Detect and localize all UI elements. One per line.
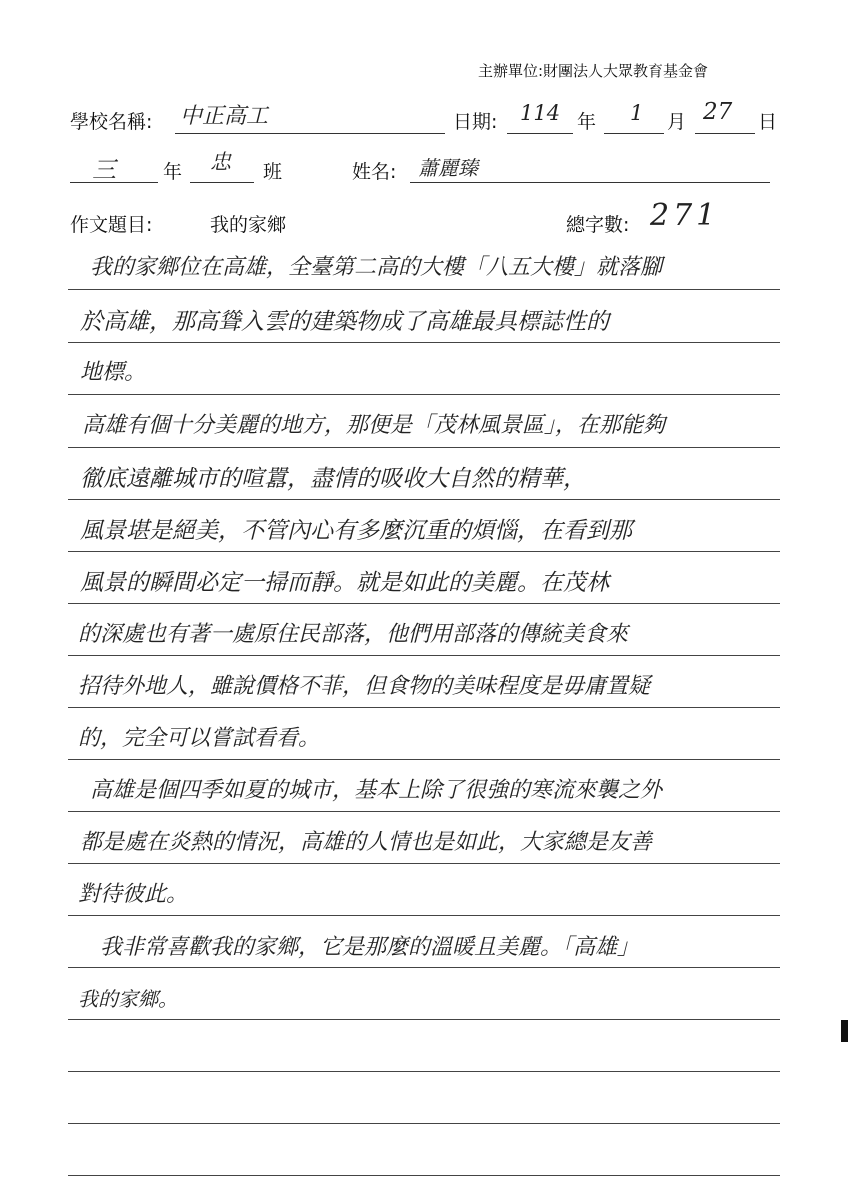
essay-line-10: 的，完全可以嘗試看看。 (78, 726, 321, 751)
essay-line-4: 高雄有個十分美麗的地方，那便是「茂林風景區」，在那能夠 (82, 413, 666, 438)
essay-rule-18 (68, 1175, 780, 1176)
class-unit: 班 (263, 161, 283, 183)
essay-line-6: 風景堪是絕美，不管內心有多麼沉重的煩惱，在看到那 (80, 518, 632, 544)
wordcount-label: 總字數: (566, 214, 630, 236)
essay-rule-7 (68, 603, 780, 604)
topic-value: 我的家鄉 (210, 214, 287, 236)
grade-underline (70, 182, 158, 183)
essay-line-3: 地標。 (80, 360, 147, 385)
day-value: 27 (703, 99, 733, 125)
school-underline (175, 133, 445, 134)
essay-rule-11 (68, 811, 780, 812)
date-label: 日期: (453, 111, 498, 133)
essay-rule-8 (68, 655, 780, 656)
day-underline (695, 133, 755, 134)
essay-line-14: 我非常喜歡我的家鄉，它是那麼的溫暖且美麗。「高雄」 (100, 935, 640, 960)
year-value: 114 (520, 101, 561, 125)
essay-rule-1 (68, 289, 780, 290)
essay-rule-16 (68, 1071, 780, 1072)
essay-line-1: 我的家鄉位在高雄，全臺第二高的大樓「八五大樓」就落腳 (90, 255, 663, 280)
essay-rule-2 (68, 342, 780, 343)
essay-line-7: 風景的瞬間必定一掃而靜。就是如此的美麗。在茂林 (80, 570, 609, 596)
essay-rule-3 (68, 394, 780, 395)
essay-rule-6 (68, 551, 780, 552)
essay-line-5: 徹底遠離城市的喧囂，盡情的吸收大自然的精華， (80, 466, 586, 492)
essay-line-2: 於高雄，那高聳入雲的建築物成了高雄最具標誌性的 (80, 309, 609, 335)
name-value: 蕭麗臻 (418, 156, 478, 180)
essay-rule-13 (68, 915, 780, 916)
school-value: 中正高工 (180, 104, 269, 129)
day-unit: 日 (758, 111, 778, 133)
essay-line-8: 的深處也有著一處原住民部落，他們用部落的傳統美食來 (78, 622, 629, 647)
organizer-text: 主辦單位:財團法人大眾教育基金會 (478, 62, 709, 80)
essay-rule-9 (68, 707, 780, 708)
name-label: 姓名: (352, 161, 397, 183)
grade-value: 三 (92, 156, 116, 184)
year-underline (507, 133, 573, 134)
essay-rule-17 (68, 1123, 780, 1124)
topic-label: 作文題目: (70, 214, 153, 236)
essay-line-13: 對待彼此。 (78, 882, 189, 907)
essay-rule-10 (68, 759, 780, 760)
class-underline (190, 182, 254, 183)
scan-edge-mark (841, 1020, 848, 1042)
essay-rule-5 (68, 499, 780, 500)
essay-rule-12 (68, 863, 780, 864)
essay-rule-15 (68, 1019, 780, 1020)
month-underline (604, 133, 664, 134)
essay-line-12: 都是處在炎熱的情況，高雄的人情也是如此，大家總是友善 (80, 830, 653, 855)
essay-line-15: 我的家鄉。 (78, 987, 178, 1011)
grade-unit: 年 (163, 161, 183, 183)
year-unit: 年 (577, 111, 597, 133)
class-value: 忠 (210, 150, 231, 174)
essay-line-11: 高雄是個四季如夏的城市，基本上除了很強的寒流來襲之外 (90, 778, 663, 803)
essay-rule-14 (68, 967, 780, 968)
name-underline (410, 182, 770, 183)
essay-line-9: 招待外地人，雖說價格不菲，但食物的美味程度是毋庸置疑 (78, 674, 651, 699)
school-label: 學校名稱: (70, 111, 153, 133)
month-value: 1 (630, 101, 644, 125)
wordcount-value: 271 (650, 198, 720, 233)
month-unit: 月 (667, 111, 687, 133)
essay-rule-4 (68, 447, 780, 448)
